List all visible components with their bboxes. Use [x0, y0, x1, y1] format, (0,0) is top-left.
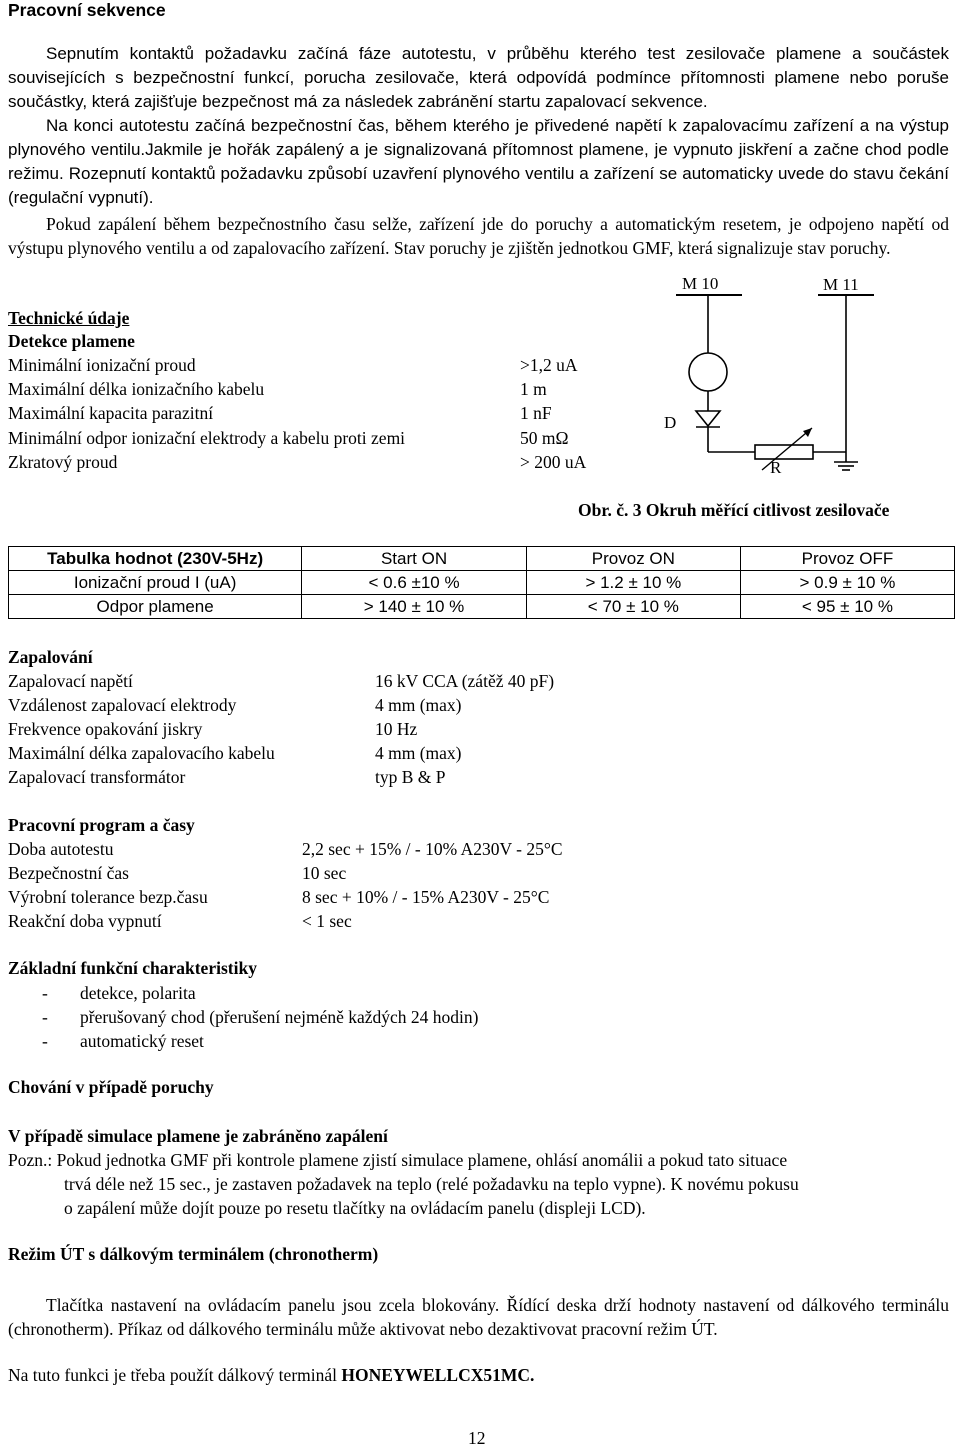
- section-heading-working-sequence: Pracovní sekvence: [8, 0, 166, 20]
- ignition-label: Vzdálenost zapalovací elektrody: [8, 695, 237, 715]
- note-line-3: o zapálení může dojít pouze po resetu tlačítky na ovládacím panelu (displeji LCD).: [64, 1198, 646, 1218]
- ignition-value: 4 mm (max): [375, 743, 462, 763]
- table-cell: Ionizační proud I (uA): [9, 571, 302, 595]
- program-value: 8 sec + 10% / - 15% A230V - 25°C: [302, 887, 550, 907]
- table-header-cell: Tabulka hodnot (230V-5Hz): [9, 547, 302, 571]
- note-line-2: trvá déle než 15 sec., je zastaven požadavek na teplo (relé požadavku na teplo vypne). K novému pokusu: [64, 1174, 799, 1194]
- variable-arrowhead: [803, 428, 812, 437]
- table-header-row: [9, 547, 955, 571]
- list-item: - přerušovaný chod (přerušení nejméně každých 24 hodin): [42, 1007, 479, 1027]
- program-value: 10 sec: [302, 863, 347, 883]
- table-header-cell: Provoz OFF: [740, 547, 954, 571]
- values-table: [8, 546, 955, 619]
- tech-value: > 200 uA: [520, 452, 587, 472]
- ignition-value: 16 kV CCA (zátěž 40 pF): [375, 671, 555, 691]
- program-value: < 1 sec: [302, 911, 352, 931]
- meter-symbol: [689, 353, 727, 391]
- ignition-value: 4 mm (max): [375, 695, 462, 715]
- table-header-cell: Provoz ON: [526, 547, 740, 571]
- basic-heading: Základní funkční charakteristiky: [8, 958, 257, 978]
- ignition-value: 10 Hz: [375, 719, 418, 739]
- table-cell: > 1.2 ± 10 %: [526, 571, 740, 595]
- tech-label: Zkratový proud: [8, 452, 118, 472]
- program-label: Doba autotestu: [8, 839, 114, 859]
- note-line-1: Pozn.: Pokud jednotka GMF při kontrole plamene zjistí simulace plamene, ohlásí anomálii a pokud tato situace: [8, 1150, 788, 1170]
- tech-label: Minimální ionizační proud: [8, 355, 196, 375]
- fault-heading: Chování v případě poruchy: [8, 1077, 214, 1097]
- program-label: Výrobní tolerance bezp.času: [8, 887, 208, 907]
- diode-label: D: [664, 413, 677, 432]
- ignition-label: Zapalovací transformátor: [8, 767, 186, 787]
- table-cell: < 95 ± 10 %: [740, 595, 954, 619]
- tech-label: Maximální délka ionizačního kabelu: [8, 379, 265, 399]
- tech-value: 50 mΩ: [520, 428, 569, 448]
- table-header-cell: Start ON: [302, 547, 527, 571]
- tech-value: 1 nF: [520, 403, 552, 423]
- list-item: - automatický reset: [42, 1031, 204, 1051]
- ignition-label: Maximální délka zapalovacího kabelu: [8, 743, 275, 763]
- tech-value: >1,2 uA: [520, 355, 578, 375]
- remote-heading: Režim ÚT s dálkovým terminálem (chronotherm): [8, 1244, 379, 1264]
- program-heading: Pracovní program a časy: [8, 815, 195, 835]
- tech-heading: Technické údaje: [8, 308, 130, 328]
- program-label: Reakční doba vypnutí: [8, 911, 162, 931]
- figure-caption: Obr. č. 3 Okruh měřící citlivost zesilovače: [578, 500, 890, 520]
- table-cell: < 70 ± 10 %: [526, 595, 740, 619]
- tech-label: Minimální odpor ionizační elektrody a kabelu proti zemi: [8, 428, 406, 448]
- circuit-diagram: [640, 270, 950, 480]
- list-item: - detekce, polarita: [42, 983, 196, 1003]
- terminal-m11-label: M 11: [823, 275, 859, 294]
- table-row: [9, 595, 955, 619]
- ignition-label: Frekvence opakování jiskry: [8, 719, 203, 739]
- table-cell: < 0.6 ±10 %: [302, 571, 527, 595]
- program-label: Bezpečnostní čas: [8, 863, 129, 883]
- ignition-heading: Zapalování: [8, 647, 93, 667]
- table-cell: > 140 ± 10 %: [302, 595, 527, 619]
- remote-terminal-note: Na tuto funkci je třeba použít dálkový terminál HONEYWELLCX51MC.: [8, 1365, 535, 1385]
- paragraph-sequence-3: Pokud zapálení během bezpečnostního času selže, zařízení jde do poruchy a automatickým resetem, je odpojeno napětí od výstupu plynového ventilu a od zapalovacího zařízení. Stav poruchy je zjištěn jednotkou GMF, která signalizuje stav poruchy.: [8, 214, 949, 258]
- resistor-label: R: [770, 458, 782, 477]
- tech-label: Maximální kapacita parazitní: [8, 403, 214, 423]
- table-cell: > 0.9 ± 10 %: [740, 571, 954, 595]
- table-row: [9, 571, 955, 595]
- paragraph-sequence-2: Na konci autotestu začíná bezpečnostní čas, během kterého je přivedené napětí k zapalovacímu zařízení a na výstup plynového ventilu.Jakmile je hořák zapálený a je signalizovaná přítomnost plamene, je vypnuto jiskření a začne chod podle režimu. Rozepnutí kontaktů požadavku způsobí uzavření plynového ventilu a zařízení se automaticky uvede do stavu čekání (regulační vypnutí).: [8, 116, 949, 207]
- program-value: 2,2 sec + 15% / - 10% A230V - 25°C: [302, 839, 563, 859]
- ignition-label: Zapalovací napětí: [8, 671, 133, 691]
- page-number: 12: [468, 1428, 486, 1448]
- ignition-value: typ B & P: [375, 767, 446, 787]
- diode-symbol: [696, 411, 720, 426]
- table-cell: Odpor plamene: [9, 595, 302, 619]
- tech-value: 1 m: [520, 379, 547, 399]
- simulation-heading: V případě simulace plamene je zabráněno zapálení: [8, 1126, 388, 1146]
- flame-detection-subheading: Detekce plamene: [8, 331, 135, 351]
- paragraph-sequence-1: Sepnutím kontaktů požadavku začíná fáze autotestu, v průběhu kterého test zesilovače plamene a součástek souvisejících s bezpečnostní funkcí, porucha zesilovače, která odpovídá podmínce přítomnosti plamene nebo poruše součástky, která zajišťuje bezpečnost má za následek zabránění startu zapalovací sekvence.: [8, 44, 949, 111]
- terminal-m10-label: M 10: [682, 274, 719, 293]
- remote-paragraph: Tlačítka nastavení na ovládacím panelu jsou zcela blokovány. Řídící deska drží hodnoty nastavení od dálkového terminálu (chronotherm). Příkaz od dálkového terminálu může aktivovat nebo dezaktivovat pracovní režim ÚT.: [8, 1295, 949, 1339]
